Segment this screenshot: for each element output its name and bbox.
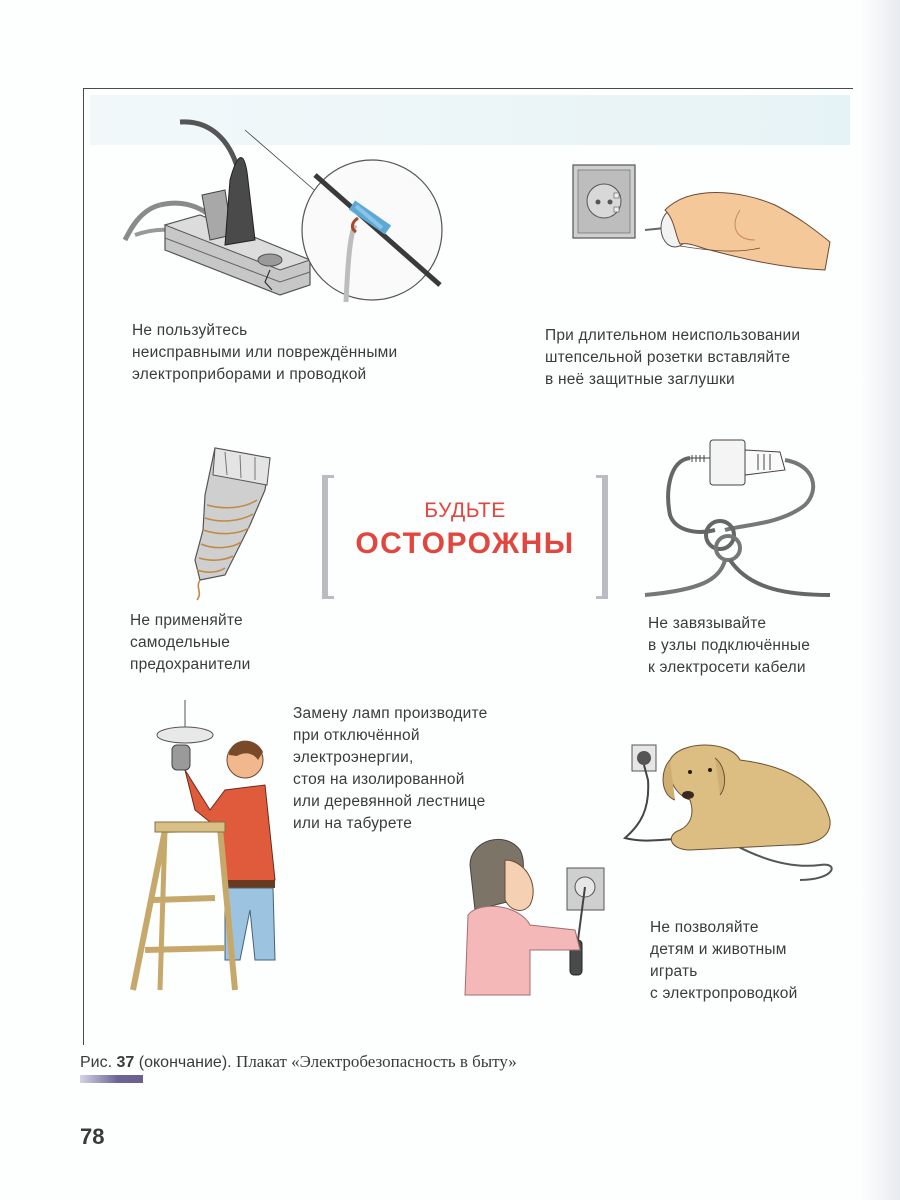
rule-children-animals	[460, 735, 860, 1005]
figure-number: 37	[116, 1054, 135, 1071]
power-strip-illustration	[120, 110, 450, 310]
rule-caption: Не пользуйтесь неисправными или повреждёнными электроприборами и проводкой	[132, 322, 398, 383]
title-line-1: БУДЬТЕ	[424, 499, 506, 522]
dog-chewing-cord-illustration	[620, 740, 860, 880]
knotted-cable-illustration	[640, 430, 840, 600]
page-number: 78	[80, 1124, 105, 1149]
page-gutter-shadow	[860, 0, 900, 1200]
rule-caption: При длительном неиспользовании штепсельной розетки вставляйте в неё защитные заглушки	[545, 327, 801, 388]
child-socket-illustration	[460, 735, 600, 1005]
figure-caption	[80, 1052, 517, 1072]
figure-title: Плакат «Электробезопасность в быту»	[236, 1052, 517, 1071]
rule-socket-plugs	[540, 150, 860, 390]
man-on-ladder-illustration	[125, 700, 285, 1000]
figure-frame-left	[83, 88, 84, 1045]
figure-prefix: Рис.	[80, 1054, 113, 1071]
poster-title	[322, 475, 608, 599]
rule-homemade-fuses	[125, 430, 325, 675]
figure-suffix: (окончание).	[138, 1054, 232, 1071]
rule-caption: Не позволяйте детям и животным играть с электропроводкой	[650, 919, 798, 1002]
rule-caption: Не применяйте самодельные предохранители	[130, 612, 251, 673]
rule-caption: Не завязывайте в узлы подключённые к электросети кабели	[648, 615, 811, 676]
rule-damaged-appliances	[120, 110, 450, 390]
figure-frame-top	[83, 88, 853, 89]
caption-decorative-bar	[80, 1075, 143, 1083]
rule-knotted-cables	[640, 430, 860, 680]
fuse-illustration	[155, 430, 285, 590]
socket-plug-illustration	[540, 150, 840, 290]
title-line-2: ОСТОРОЖНЫ	[355, 527, 575, 560]
rule-caption: Замену ламп производите при отключённой электроэнергии, стоя на изолированной или деревянной лестнице или на табурете	[293, 705, 488, 832]
